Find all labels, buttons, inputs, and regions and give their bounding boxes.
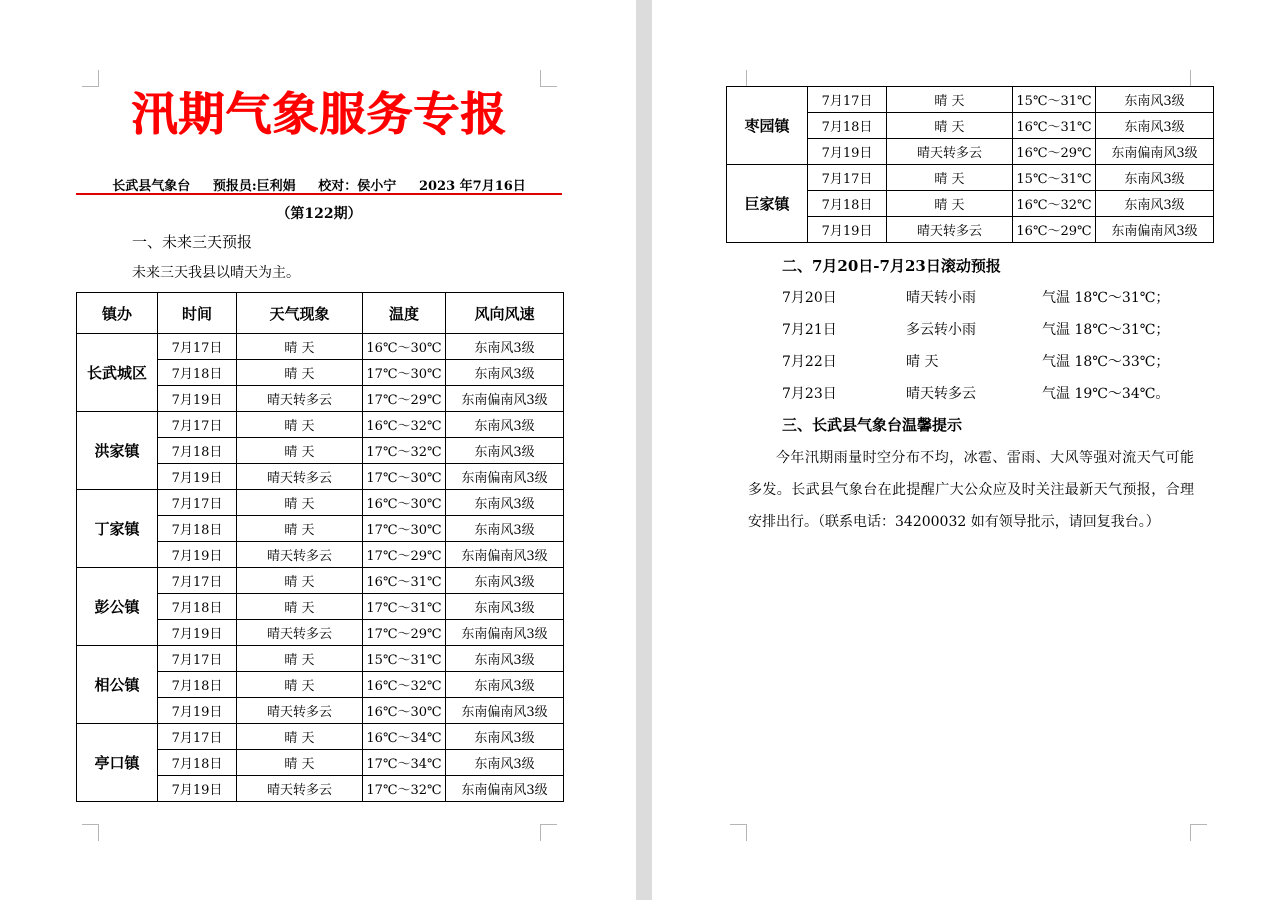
cell-weather: 晴天转多云	[887, 217, 1013, 243]
cell-date: 7月17日	[808, 165, 887, 191]
crop-mark	[1190, 824, 1207, 841]
cell-date: 7月18日	[158, 360, 237, 386]
town-name: 丁家镇	[77, 490, 158, 568]
cell-date: 7月17日	[158, 334, 237, 360]
document-page-1	[0, 0, 636, 900]
town-name: 巨家镇	[727, 165, 808, 243]
cell-weather: 晴 天	[237, 672, 363, 698]
cell-date: 7月19日	[158, 698, 237, 724]
cell-temp: 17℃～30℃	[363, 516, 446, 542]
cell-wind: 东南偏南风3级	[446, 464, 564, 490]
town-name: 长武城区	[77, 334, 158, 412]
cell-weather: 晴 天	[887, 113, 1013, 139]
cell-date: 7月17日	[158, 568, 237, 594]
cell-weather: 晴天转多云	[887, 139, 1013, 165]
cell-weather: 晴 天	[237, 568, 363, 594]
cell-weather: 晴 天	[887, 87, 1013, 113]
rolling-date: 7月21日	[782, 322, 837, 338]
cell-wind: 东南风3级	[446, 360, 564, 386]
rolling-date: 7月22日	[782, 354, 837, 370]
cell-date: 7月19日	[158, 464, 237, 490]
crop-mark	[730, 70, 747, 87]
cell-wind: 东南风3级	[446, 412, 564, 438]
cell-temp: 16℃～30℃	[363, 490, 446, 516]
forecast-table-continued	[726, 86, 1214, 243]
table-row	[727, 87, 1214, 113]
rolling-forecast-item	[782, 383, 1202, 403]
report-info-line	[76, 175, 562, 194]
cell-wind: 东南风3级	[1096, 113, 1214, 139]
cell-wind: 东南风3级	[446, 438, 564, 464]
rolling-weather: 多云转小雨	[906, 322, 976, 338]
cell-wind: 东南偏南风3级	[1096, 139, 1214, 165]
table-row	[77, 412, 564, 438]
cell-temp: 16℃～29℃	[1013, 139, 1096, 165]
cell-wind: 东南风3级	[446, 568, 564, 594]
rolling-weather: 晴 天	[906, 354, 939, 370]
cell-wind: 东南偏南风3级	[446, 542, 564, 568]
cell-weather: 晴天转多云	[237, 464, 363, 490]
town-name: 相公镇	[77, 646, 158, 724]
section3-heading: 三、长武县气象台温馨提示	[782, 416, 963, 434]
cell-date: 7月19日	[158, 776, 237, 802]
rolling-date: 7月23日	[782, 386, 837, 402]
cell-weather: 晴天转多云	[237, 620, 363, 646]
header-divider	[76, 193, 562, 195]
cell-weather: 晴 天	[237, 438, 363, 464]
cell-wind: 东南风3级	[446, 672, 564, 698]
cell-temp: 17℃～32℃	[363, 776, 446, 802]
cell-temp: 16℃～32℃	[363, 412, 446, 438]
cell-temp: 17℃～29℃	[363, 542, 446, 568]
rolling-temp: 气温 18℃～31℃；	[1042, 322, 1170, 338]
cell-wind: 东南风3级	[446, 490, 564, 516]
cell-date: 7月18日	[808, 113, 887, 139]
issue-number: （第122期）	[276, 206, 362, 222]
cell-temp: 16℃～30℃	[363, 698, 446, 724]
cell-date: 7月17日	[808, 87, 887, 113]
cell-wind: 东南偏南风3级	[446, 698, 564, 724]
cell-weather: 晴 天	[887, 191, 1013, 217]
town-name: 枣园镇	[727, 87, 808, 165]
cell-weather: 晴 天	[237, 646, 363, 672]
cell-wind: 东南风3级	[446, 594, 564, 620]
cell-weather: 晴天转多云	[237, 698, 363, 724]
cell-temp: 16℃～29℃	[1013, 217, 1096, 243]
cell-weather: 晴 天	[237, 750, 363, 776]
town-name: 彭公镇	[77, 568, 158, 646]
cell-date: 7月19日	[158, 542, 237, 568]
cell-wind: 东南风3级	[446, 516, 564, 542]
cell-wind: 东南偏南风3级	[446, 386, 564, 412]
forecast-table	[76, 292, 564, 802]
cell-weather: 晴 天	[237, 516, 363, 542]
cell-weather: 晴天转多云	[237, 386, 363, 412]
cell-weather: 晴 天	[237, 360, 363, 386]
table-row	[77, 334, 564, 360]
cell-temp: 17℃～30℃	[363, 360, 446, 386]
town-name: 亭口镇	[77, 724, 158, 802]
cell-temp: 16℃～34℃	[363, 724, 446, 750]
rolling-date: 7月20日	[782, 290, 837, 306]
crop-mark	[1190, 70, 1207, 87]
cell-date: 7月18日	[158, 594, 237, 620]
cell-wind: 东南偏南风3级	[1096, 217, 1214, 243]
cell-date: 7月19日	[158, 620, 237, 646]
cell-date: 7月18日	[158, 750, 237, 776]
table-row	[77, 568, 564, 594]
cell-date: 7月17日	[158, 646, 237, 672]
cell-wind: 东南风3级	[1096, 165, 1214, 191]
cell-date: 7月19日	[808, 139, 887, 165]
cell-date: 7月19日	[808, 217, 887, 243]
cell-weather: 晴 天	[237, 724, 363, 750]
cell-weather: 晴 天	[887, 165, 1013, 191]
org-name: 长武县气象台	[112, 179, 191, 194]
cell-wind: 东南风3级	[1096, 87, 1214, 113]
col-header-town: 镇办	[77, 293, 158, 334]
cell-temp: 15℃～31℃	[1013, 87, 1096, 113]
cell-date: 7月19日	[158, 386, 237, 412]
section1-heading: 一、未来三天预报	[132, 233, 253, 251]
report-title: 汛期气象服务专报	[131, 87, 507, 141]
rolling-forecast-item	[782, 319, 1202, 339]
report-date: 2023 年7月16日	[418, 179, 526, 194]
rolling-forecast-item	[782, 287, 1202, 307]
cell-date: 7月17日	[158, 490, 237, 516]
rolling-weather: 晴天转多云	[906, 386, 976, 402]
rolling-temp: 气温 19℃～34℃。	[1042, 386, 1170, 402]
cell-temp: 17℃～31℃	[363, 594, 446, 620]
col-header-temp: 温度	[363, 293, 446, 334]
crop-mark	[730, 824, 747, 841]
checker: 校对：侯小宁	[318, 179, 397, 194]
rolling-temp: 气温 18℃～31℃；	[1042, 290, 1170, 306]
cell-temp: 15℃～31℃	[1013, 165, 1096, 191]
cell-temp: 15℃～31℃	[363, 646, 446, 672]
cell-temp: 17℃～34℃	[363, 750, 446, 776]
cell-date: 7月18日	[808, 191, 887, 217]
table-row	[77, 490, 564, 516]
cell-temp: 17℃～30℃	[363, 464, 446, 490]
cell-date: 7月18日	[158, 438, 237, 464]
town-name: 洪家镇	[77, 412, 158, 490]
section3-body: 今年汛期雨量时空分布不均，冰雹、雷雨、大风等强对流天气可能多发。长武县气象台在此提醒广大公众应及时关注最新天气预报，合理安排出行。（联系电话：34200032 如有领导批示，请回复我台。）	[748, 450, 1194, 530]
cell-wind: 东南偏南风3级	[446, 776, 564, 802]
cell-weather: 晴 天	[237, 490, 363, 516]
crop-mark	[82, 824, 99, 841]
cell-weather: 晴天转多云	[237, 542, 363, 568]
cell-wind: 东南风3级	[446, 646, 564, 672]
cell-date: 7月17日	[158, 724, 237, 750]
cell-wind: 东南风3级	[446, 724, 564, 750]
col-header-date: 时间	[158, 293, 237, 334]
table-row	[77, 646, 564, 672]
cell-weather: 晴 天	[237, 594, 363, 620]
rolling-temp: 气温 18℃～33℃；	[1042, 354, 1170, 370]
cell-date: 7月18日	[158, 516, 237, 542]
cell-temp: 17℃～29℃	[363, 386, 446, 412]
cell-date: 7月18日	[158, 672, 237, 698]
cell-weather: 晴天转多云	[237, 776, 363, 802]
section2-heading: 二、7月20日-7月23日滚动预报	[782, 257, 1001, 275]
cell-weather: 晴 天	[237, 412, 363, 438]
cell-wind: 东南风3级	[446, 334, 564, 360]
table-row	[727, 165, 1214, 191]
table-row	[77, 724, 564, 750]
col-header-weather: 天气现象	[237, 293, 363, 334]
rolling-forecast-item	[782, 351, 1202, 371]
page-gutter	[636, 0, 652, 900]
cell-temp: 16℃～30℃	[363, 334, 446, 360]
cell-temp: 16℃～31℃	[363, 568, 446, 594]
cell-weather: 晴 天	[237, 334, 363, 360]
cell-temp: 17℃～32℃	[363, 438, 446, 464]
cell-temp: 16℃～32℃	[363, 672, 446, 698]
rolling-weather: 晴天转小雨	[906, 290, 976, 306]
cell-wind: 东南风3级	[446, 750, 564, 776]
cell-wind: 东南风3级	[1096, 191, 1214, 217]
cell-temp: 16℃～32℃	[1013, 191, 1096, 217]
cell-temp: 16℃～31℃	[1013, 113, 1096, 139]
crop-mark	[540, 824, 557, 841]
section1-intro: 未来三天我县以晴天为主。	[132, 265, 300, 281]
cell-date: 7月17日	[158, 412, 237, 438]
cell-wind: 东南偏南风3级	[446, 620, 564, 646]
forecaster: 预报员:巨利娟	[212, 179, 296, 194]
col-header-wind: 风向风速	[446, 293, 564, 334]
cell-temp: 17℃～29℃	[363, 620, 446, 646]
